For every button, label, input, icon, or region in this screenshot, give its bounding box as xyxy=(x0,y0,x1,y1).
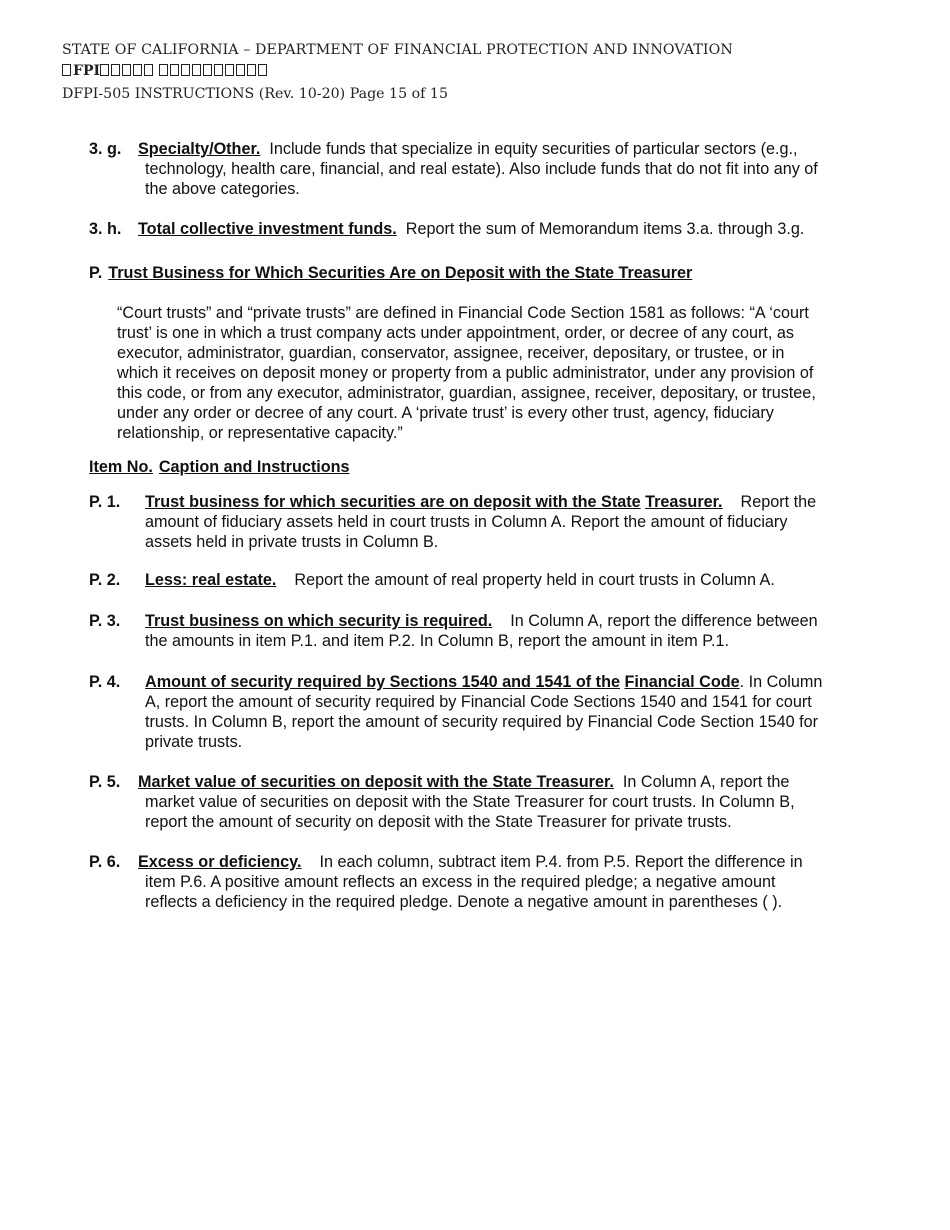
header-agency-line: STATE OF CALIFORNIA – DEPARTMENT OF FINANCIAL PROTECTION AND INNOVATION xyxy=(62,42,733,58)
item-number: 3. h. xyxy=(89,220,122,238)
item-text xyxy=(138,139,873,199)
paragraph-line: trust’ is one in which a trust company acts under appointment, order, or decree of any court, as xyxy=(117,324,794,342)
paragraph-line: this code, or from any executor, administrator, guardian, assignee, receiver, depositary, or trustee, xyxy=(117,384,816,402)
item-caption-continued: Treasurer. xyxy=(645,493,723,511)
item-number: P. 5. xyxy=(89,773,121,791)
item-line: technology, health care, financial, and real estate). Also include funds that do not fit into any of xyxy=(145,160,818,178)
item-text xyxy=(145,672,873,752)
item-line: the above categories. xyxy=(145,180,300,198)
item-number: P. 6. xyxy=(89,853,121,871)
header-form-page-line: DFPI-505 INSTRUCTIONS (Rev. 10-20) Page 15 of 15 xyxy=(62,86,448,102)
column-labels xyxy=(89,457,350,477)
item-line: In Column A, report the difference between xyxy=(510,612,818,630)
item-text xyxy=(138,772,873,832)
item-line: Report the xyxy=(740,493,817,511)
item-caption: Trust business on which security is required. xyxy=(145,612,493,630)
missing-glyph-icon xyxy=(122,64,131,76)
caption-label: Caption and Instructions xyxy=(158,458,350,476)
item-caption: Amount of security required by Sections 1540 and 1541 of the xyxy=(145,673,620,691)
item-line: . In Column xyxy=(739,673,823,691)
item-line: Include funds that specialize in equity securities of particular sectors (e.g., xyxy=(269,140,798,158)
item-number: P. 3. xyxy=(89,612,121,630)
section-letter: P. xyxy=(89,264,103,282)
item-line: the amounts in item P.1. and item P.2. In Column B, report the amount in item P.1. xyxy=(145,632,729,650)
item-number: 3. g. xyxy=(89,140,122,158)
item-caption: Less: real estate. xyxy=(145,571,277,589)
item-caption-continued: Financial Code xyxy=(624,673,740,691)
item-line: Report the amount of real property held in court trusts in Column A. xyxy=(294,571,775,589)
missing-glyph-icon xyxy=(62,64,71,76)
header-department-line xyxy=(62,63,269,79)
section-p-heading xyxy=(89,263,692,283)
item-line: amount of fiduciary assets held in court trusts in Column A. Report the amount of fiduciary xyxy=(145,513,788,531)
item-line: item P.6. A positive amount reflects an excess in the required pledge; a negative amount xyxy=(145,873,776,891)
missing-glyph-icon xyxy=(144,64,153,76)
item-number: P. 1. xyxy=(89,493,121,511)
item-caption: Market value of securities on deposit with the State Treasurer. xyxy=(138,773,614,791)
item-line: market value of securities on deposit with the State Treasurer for court trusts. In Column B, xyxy=(145,793,795,811)
missing-glyph-icon xyxy=(236,64,245,76)
paragraph-line: executor, administrator, guardian, conservator, assignee, receiver, depositary, or trustee, or in xyxy=(117,344,785,362)
missing-glyph-icon xyxy=(111,64,120,76)
missing-glyph-icon xyxy=(133,64,142,76)
paragraph-line: “Court trusts” and “private trusts” are defined in Financial Code Section 1581 as follows: “A ‘court xyxy=(117,304,809,322)
missing-glyph-icon xyxy=(192,64,201,76)
item-line: A, report the amount of security required by Financial Code Sections 1540 and 1541 for court xyxy=(145,693,812,711)
section-title: Trust Business for Which Securities Are on Deposit with the State Treasurer xyxy=(108,264,693,282)
paragraph-line: which it receives on deposit money or property from a public administrator, under any provision of xyxy=(117,364,814,382)
item-number: P. 4. xyxy=(89,673,121,691)
missing-glyph-icon xyxy=(258,64,267,76)
item-line: reflects a deficiency in the required pledge. Denote a negative amount in parentheses ( ). xyxy=(145,893,783,911)
item-line: report the amount of security on deposit with the State Treasurer for private trusts. xyxy=(145,813,732,831)
item-line: Report the sum of Memorandum items 3.a. through 3.g. xyxy=(405,220,805,238)
item-caption: Specialty/Other. xyxy=(138,140,261,158)
item-line: private trusts. xyxy=(145,733,243,751)
item-caption: Excess or deficiency. xyxy=(138,853,302,871)
item-line: assets held in private trusts in Column B. xyxy=(145,533,439,551)
item-line: In Column A, report the xyxy=(622,773,790,791)
item-line: In each column, subtract item P.4. from P.5. Report the difference in xyxy=(319,853,803,871)
missing-glyph-icon xyxy=(159,64,168,76)
paragraph-line: relationship, or representative capacity.” xyxy=(117,424,403,442)
item-text xyxy=(145,492,873,552)
item-text xyxy=(138,852,873,912)
missing-glyph-icon xyxy=(214,64,223,76)
missing-glyph-icon xyxy=(247,64,256,76)
item-text xyxy=(145,611,873,651)
item-text xyxy=(145,570,873,590)
header-abbrev: FPI xyxy=(73,63,101,79)
item-line: trusts. In Column B, report the amount of security required by Financial Code Section 1540 for xyxy=(145,713,819,731)
missing-glyph-icon xyxy=(170,64,179,76)
item-number: P. 2. xyxy=(89,571,121,589)
missing-glyph-icon xyxy=(100,64,109,76)
section-p-definition-paragraph xyxy=(117,303,867,443)
missing-glyph-icon xyxy=(203,64,212,76)
item-caption: Trust business for which securities are on deposit with the State xyxy=(145,493,641,511)
item-caption: Total collective investment funds. xyxy=(138,220,397,238)
item-no-label: Item No. xyxy=(89,458,153,476)
paragraph-line: under any order or decree of any court. A ‘private trust’ is every other trust, agency, fiduciary xyxy=(117,404,774,422)
missing-glyph-icon xyxy=(225,64,234,76)
missing-glyph-icon xyxy=(181,64,190,76)
item-text xyxy=(138,219,873,239)
